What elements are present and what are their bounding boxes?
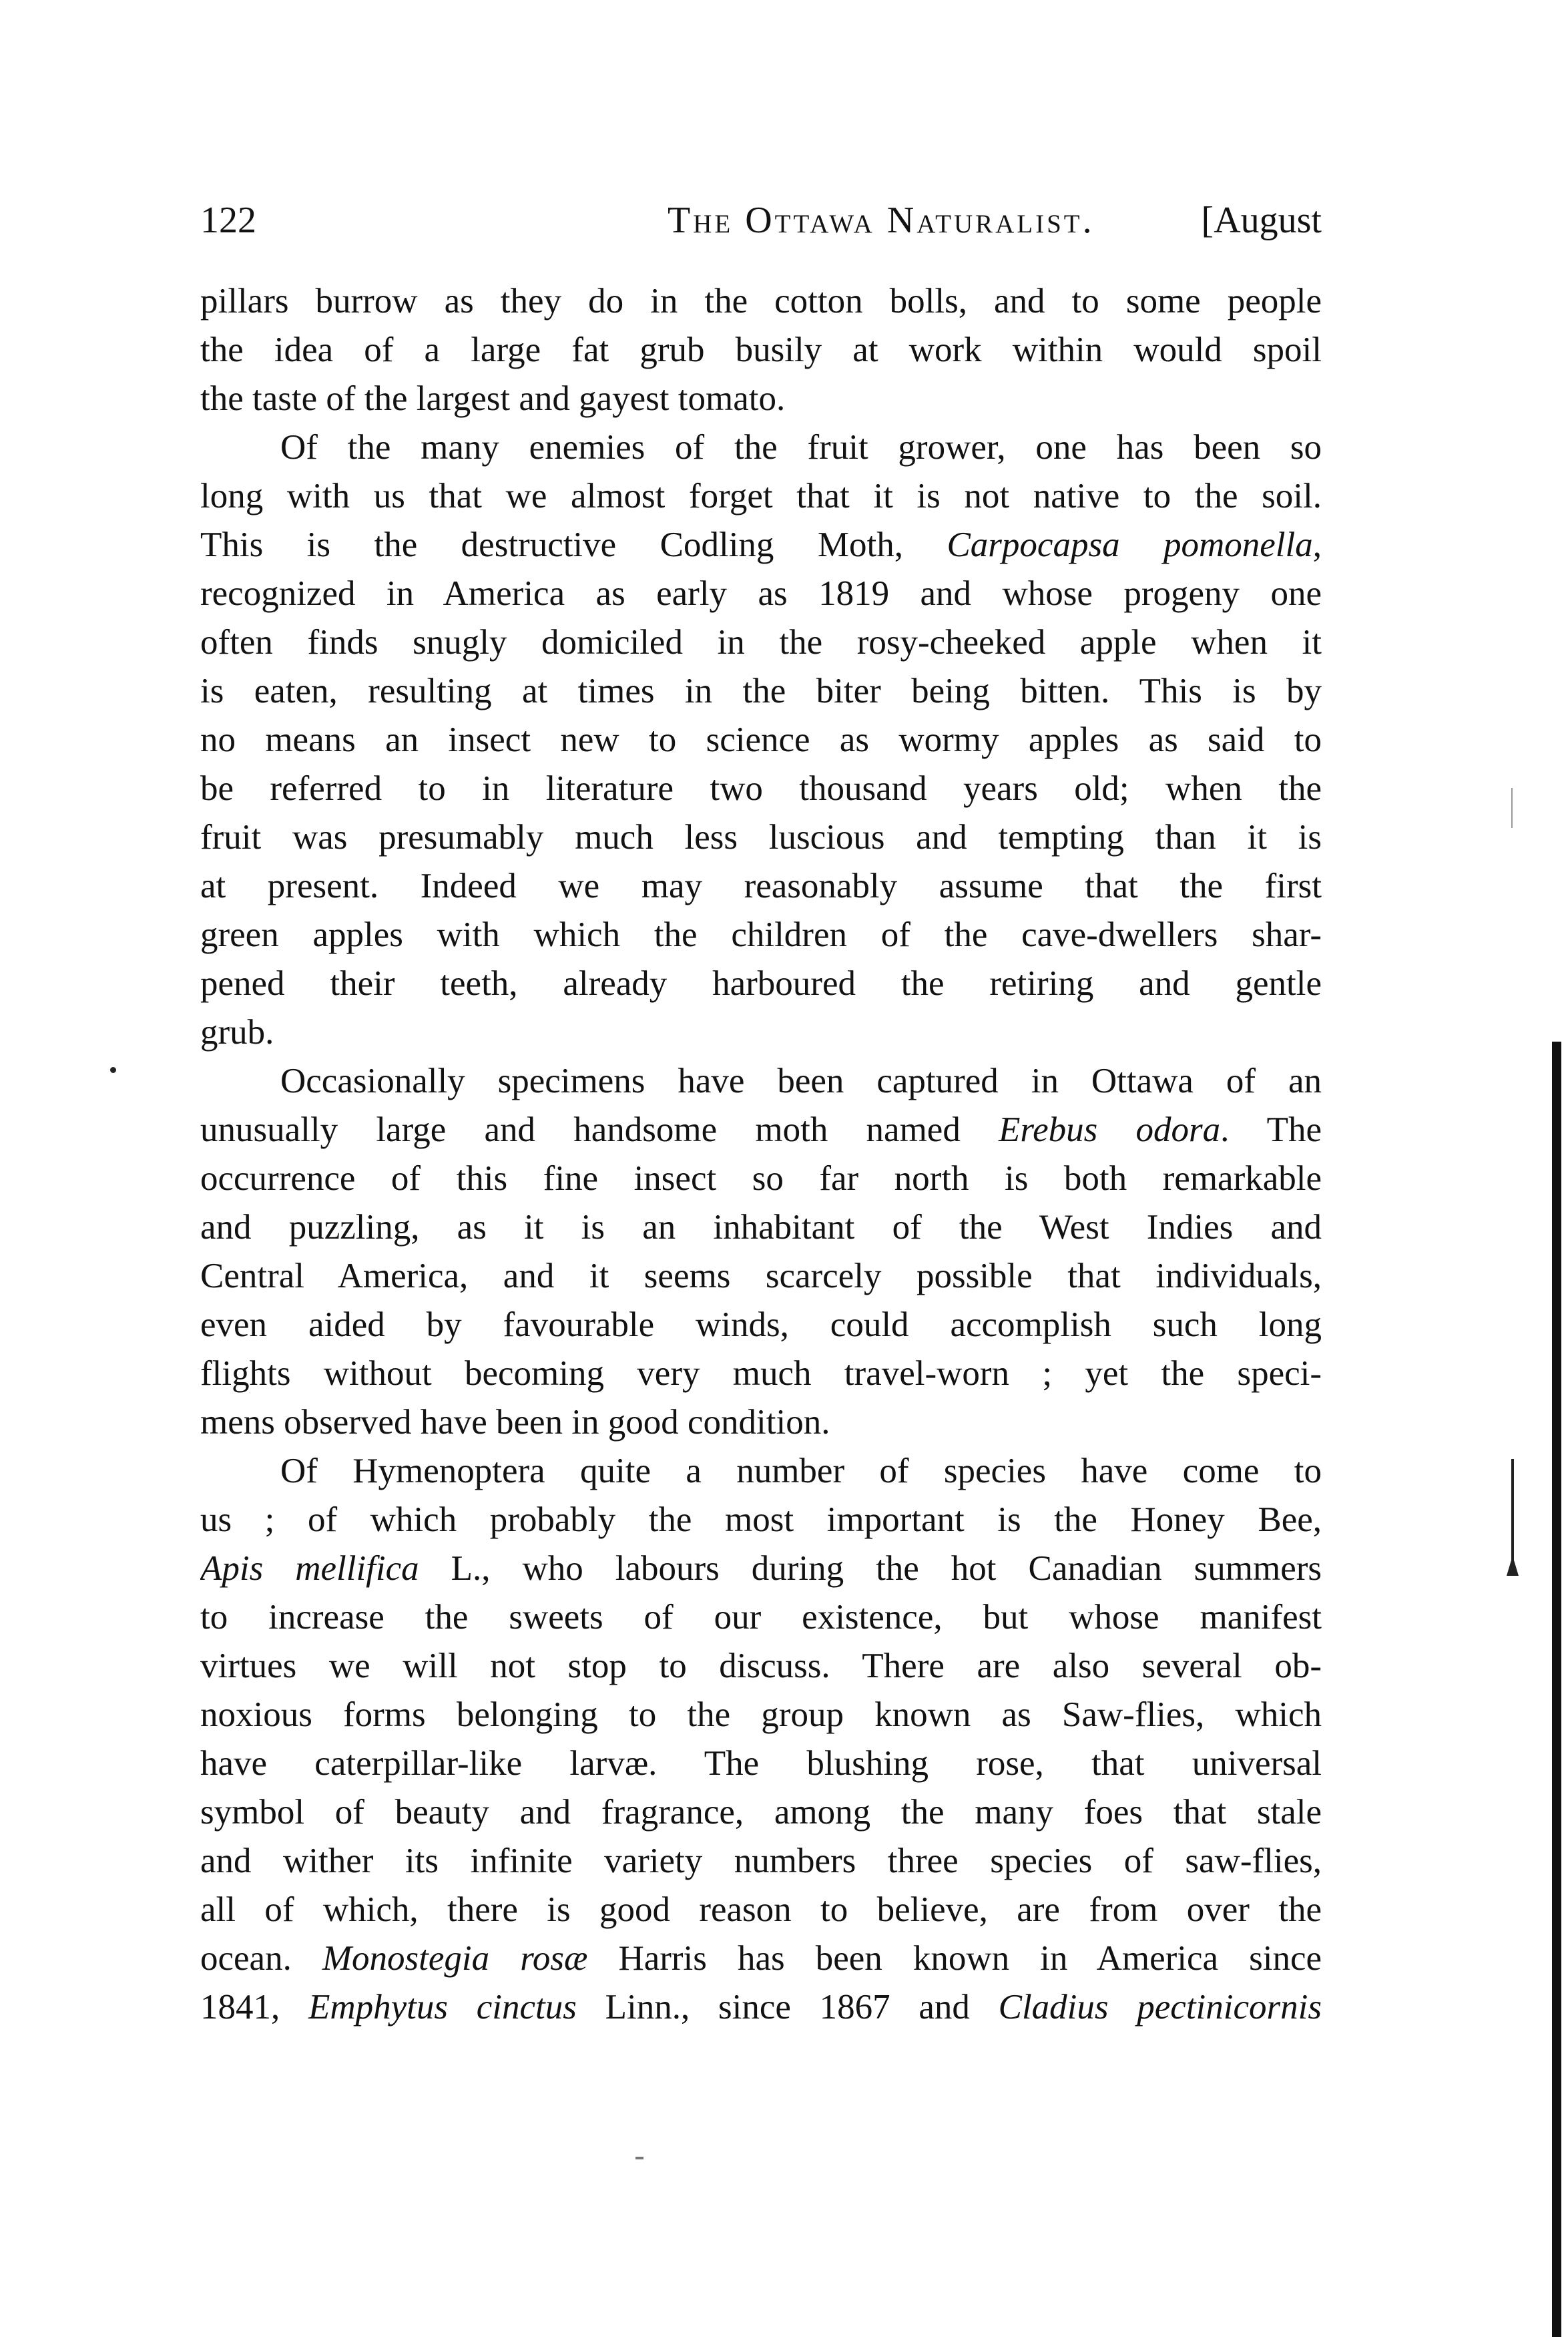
species-name: Carpocapsa pomonella [947, 525, 1313, 564]
page-number: 122 [200, 200, 256, 241]
text-line: grub. [200, 1013, 274, 1052]
species-name: Monostegia rosæ [322, 1939, 588, 1978]
text-line: Apis mellifica L., who labours during the hot Canadian summers [200, 1549, 1322, 1588]
text-line: us ; of which probably the most important is the Honey Bee, [200, 1500, 1322, 1539]
text-line: flights without becoming very much travel-worn ; yet the speci- [200, 1354, 1322, 1393]
text-line: pillars burrow as they do in the cotton bolls, and to some people [200, 282, 1322, 321]
species-name: Emphytus cinctus [308, 1988, 577, 2027]
text-line: This is the destructive Codling Moth, Carpocapsa pomonella, [200, 525, 1322, 564]
scan-edge-arrow-icon [1507, 1556, 1519, 1576]
text-line: is eaten, resulting at times in the biter being bitten. This is by [200, 672, 1322, 710]
running-month: [August [1201, 200, 1322, 241]
text-line: 1841, Emphytus cinctus Linn., since 1867 and Cladius pectinicornis [200, 1988, 1322, 2027]
text-line: fruit was presumably much less luscious and tempting than it is [200, 818, 1322, 857]
print-speck [635, 2157, 643, 2159]
page-header [200, 194, 1322, 247]
text-line: even aided by favourable winds, could accomplish such long [200, 1305, 1322, 1344]
text-line: recognized in America as early as 1819 and whose progeny one [200, 574, 1322, 613]
text-line: be referred to in literature two thousand years old; when the [200, 769, 1322, 808]
text-line: mens observed have been in good condition. [200, 1403, 830, 1442]
text-line: no means an insect new to science as wormy apples as said to [200, 720, 1322, 759]
text-line: all of which, there is good reason to believe, are from over the [200, 1890, 1322, 1929]
text-line: unusually large and handsome moth named Erebus odora. The [200, 1110, 1322, 1149]
text-line: the idea of a large fat grub busily at work within would spoil [200, 331, 1322, 369]
text-line: Of Hymenoptera quite a number of species have come to [280, 1452, 1322, 1490]
text-line: noxious forms belonging to the group known as Saw-flies, which [200, 1695, 1322, 1734]
text-line: symbol of beauty and fragrance, among the many foes that stale [200, 1793, 1322, 1832]
text-line: and puzzling, as it is an inhabitant of the West Indies and [200, 1208, 1322, 1247]
scan-edge-shadow [1552, 1042, 1561, 2337]
species-name: Cladius pectinicornis [998, 1988, 1322, 2027]
species-name: Apis mellifica [200, 1549, 419, 1588]
text-line: Central America, and it seems scarcely possible that individuals, [200, 1257, 1322, 1295]
text-line: pened their teeth, already harboured the retiring and gentle [200, 964, 1322, 1003]
text-line: Of the many enemies of the fruit grower, one has been so [280, 428, 1322, 467]
scan-edge-mark [1511, 788, 1513, 828]
text-line: often finds snugly domiciled in the rosy-cheeked apple when it [200, 623, 1322, 662]
species-name: Erebus odora [999, 1110, 1221, 1149]
text-line: occurrence of this fine insect so far north is both remarkable [200, 1159, 1322, 1198]
text-line: at present. Indeed we may reasonably assume that the first [200, 867, 1322, 905]
text-line: long with us that we almost forget that it is not native to the soil. [200, 477, 1322, 515]
text-line: virtues we will not stop to discuss. There are also several ob- [200, 1647, 1322, 1685]
margin-dot [110, 1067, 116, 1073]
body-text [200, 277, 1322, 2032]
text-line: and wither its infinite variety numbers three species of saw-flies, [200, 1842, 1322, 1880]
text-line: the taste of the largest and gayest tomato. [200, 379, 786, 418]
text-line: to increase the sweets of our existence, but whose manifest [200, 1598, 1322, 1637]
text-line: ocean. Monostegia rosæ Harris has been known in America since [200, 1939, 1322, 1978]
text-line: green apples with which the children of the cave-dwellers shar- [200, 915, 1322, 954]
text-line: Occasionally specimens have been captured in Ottawa of an [280, 1062, 1322, 1100]
running-title: The Ottawa Naturalist. [668, 200, 1095, 241]
text-line: have caterpillar-like larvæ. The blushing rose, that universal [200, 1744, 1322, 1783]
